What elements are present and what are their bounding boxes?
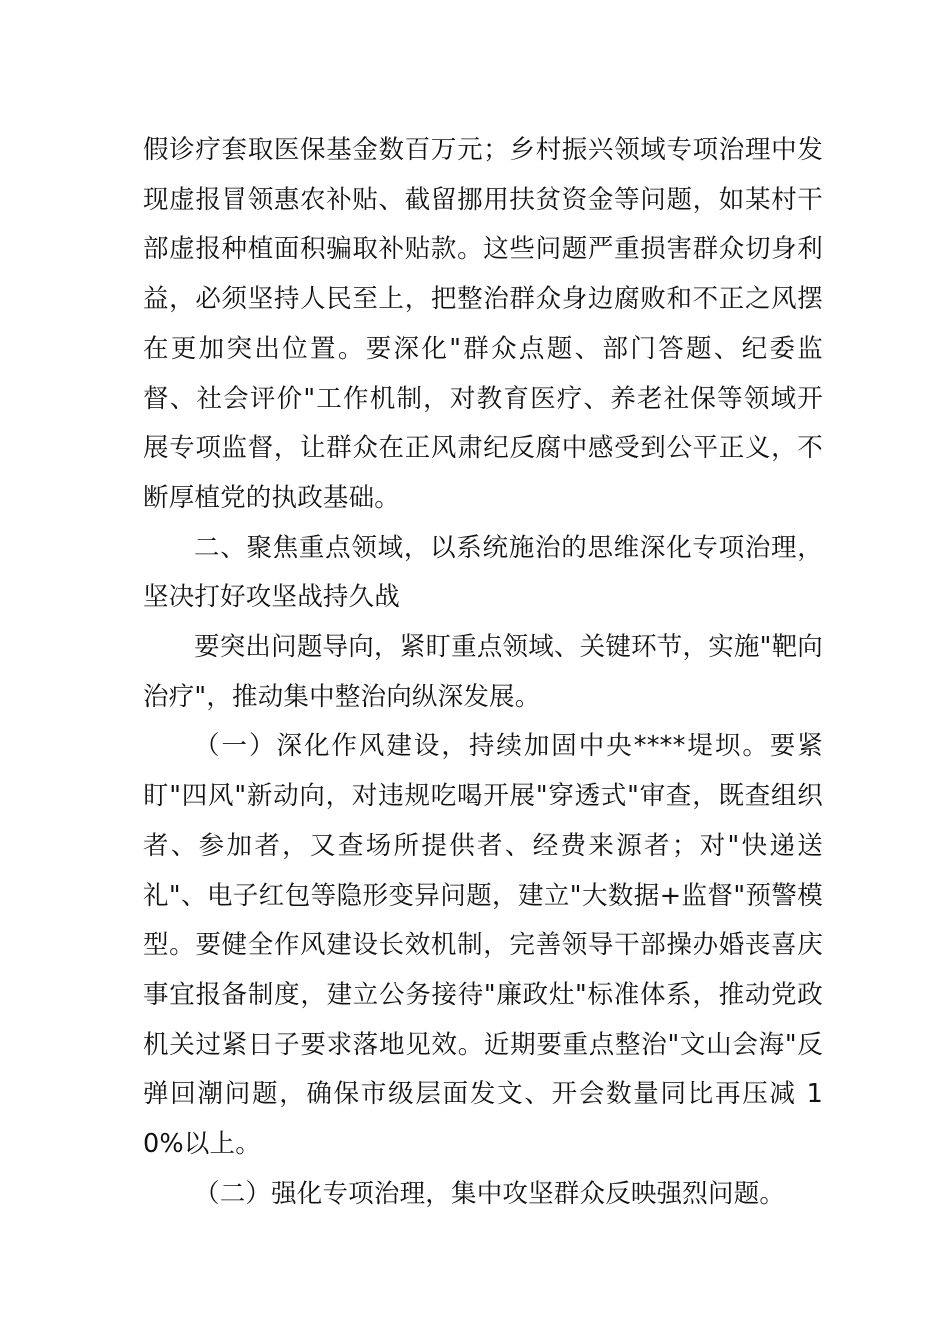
subsection-paragraph-1: （一）深化作风建设，持续加固中央****堤坝。要紧盯"四风"新动向，对违规吃喝开展"穿透式"审查，既查组织者、参加者，又查场所提供者、经费来源者；对"快递送礼"、电子红包等隐形变异问题，建立"大数据+监督"预警模型。要健全作风建设长效机制，完善领导干部操办婚丧喜庆事宜报备制度，建立公务接待"廉政灶"标准体系，推动党政机关过紧日子要求落地见效。近期要重点整治"文山会海"反弹回潮问题，确保市级层面发文、开会数量同比再压减 10%以上。 <box>143 731 823 1160</box>
body-paragraph-1: 假诊疗套取医保基金数百万元；乡村振兴领域专项治理中发现虚报冒领惠农补贴、截留挪用扶贫资金等问题，如某村干部虚报种植面积骗取补贴款。这些问题严重损害群众切身利益，必须坚持人民至上，把整治群众身边腐败和不正之风摆在更加突出位置。要深化"群众点题、部门答题、纪委监督、社会评价"工作机制，对教育医疗、养老社保等领域开展专项监督，让群众在正风肃纪反腐中感受到公平正义，不断厚植党的执政基础。 <box>143 135 823 513</box>
subsection-paragraph-2: （二）强化专项治理，集中攻坚群众反映强烈问题。 <box>194 1178 786 1209</box>
section-heading-2: 二、聚焦重点领域，以系统施治的思维深化专项治理，坚决打好攻坚战持久战 <box>143 532 823 613</box>
body-paragraph-intro: 要突出问题导向，紧盯重点领域、关键环节，实施"靶向治疗"，推动集中整治向纵深发展。 <box>143 632 823 712</box>
document-body <box>143 126 823 1219</box>
